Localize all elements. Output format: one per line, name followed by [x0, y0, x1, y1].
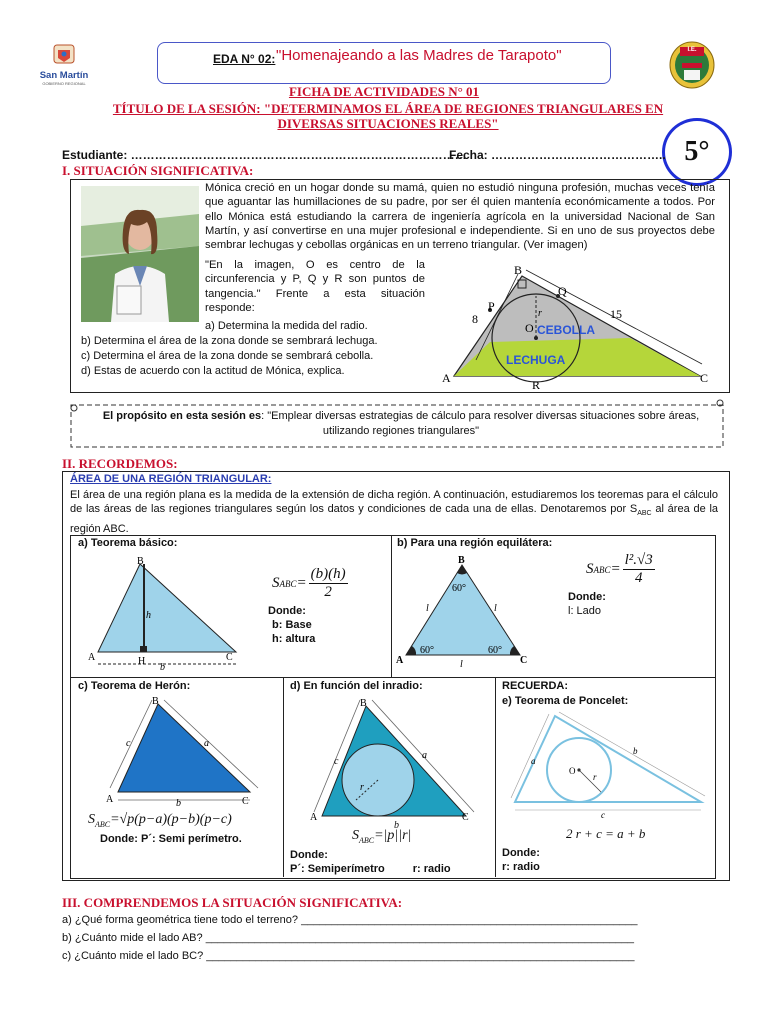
fig-label-o: O	[525, 321, 534, 335]
fig-label-c: C	[700, 371, 709, 385]
theorem-a-formula: S ABC = $\frac{(b)(h)}{2}$	[272, 566, 346, 600]
theorem-d-title: d) En función del inradio:	[290, 680, 423, 692]
theorem-c-figure	[100, 694, 270, 808]
theorem-e-formula: 2 r + c = a + b	[566, 826, 646, 841]
d-side-b-label: b	[394, 820, 399, 831]
situation-paragraph2: "En la imagen, O es centro de la circunferencia y P, Q y R son puntos de tangencia." Frente a esta situación responde:	[205, 259, 425, 314]
e-label-o: O	[569, 766, 576, 776]
area-intro	[70, 488, 718, 536]
b-side-left: l	[426, 603, 429, 614]
regional-shield-icon	[49, 44, 79, 66]
c-label-c: C	[242, 796, 249, 807]
c-label-a: A	[106, 794, 114, 805]
b-label-b: B	[458, 555, 465, 566]
question-b: b) Determina el área de la zona donde se sembrará lechuga.	[81, 335, 378, 347]
session-title	[68, 101, 708, 131]
student-field[interactable]: Estudiante: …………………………………………………………………………	[62, 148, 467, 162]
area-title: ÁREA DE UNA REGIÓN TRIANGULAR:	[70, 473, 272, 485]
b-formula-num: l².√3	[624, 552, 653, 568]
eda-label: EDA N° 02:	[213, 52, 276, 66]
theorem-e-donde	[502, 846, 540, 874]
logo-right-text: I.E.	[687, 47, 697, 53]
c-side-b: b	[176, 798, 181, 808]
area-intro-sub: ABC	[637, 510, 652, 518]
theorem-d-donde	[290, 848, 451, 876]
theorem-a-figure	[88, 556, 248, 672]
b-angle-left: 60°	[420, 645, 434, 656]
grid-divider-b1	[283, 677, 284, 877]
c-label-b: B	[152, 696, 159, 707]
d-donde-p: P´: Semiperímetro	[290, 863, 385, 875]
grade-badge: 5°	[662, 118, 732, 186]
theorem-d-figure	[304, 694, 484, 824]
e-side-b: b	[633, 746, 638, 756]
a-label-c: C	[226, 652, 233, 663]
question-c: c) Determina el área de la zona donde se sembrará cebolla.	[81, 350, 374, 362]
d-donde-r: r: radio	[412, 863, 451, 875]
a-label-h: h	[146, 610, 151, 621]
a-formula-den: 2	[324, 584, 332, 600]
purpose-body: : "Emplear diversas estrategias de cálculo para resolver diversas situaciones sobre áreas, utilizando regiones triangulares"	[261, 410, 700, 437]
grid-divider-b2	[495, 677, 496, 877]
theorem-e-title: e) Teorema de Poncelet:	[502, 695, 629, 707]
fig-label-r-radius: r	[538, 308, 542, 319]
d-donde: Donde:	[290, 849, 328, 861]
fig-label-cebolla: CEBOLLA	[537, 323, 595, 337]
d-label-a: A	[310, 812, 318, 823]
question-d: d) Estas de acuerdo con la actitud de Mónica, explica.	[81, 365, 345, 377]
purpose-label: El propósito en esta sesión es	[102, 410, 262, 422]
section2-title: II. RECORDEMOS:	[62, 456, 178, 471]
area-intro-text: El área de una región plana es la medida de la extensión de dicha región. A continuación, estudiaremos los teoremas para el cálculo de las áreas de las regiones triangulares según los datos y condiciones de cada una de ellas. Denotaremos por S	[70, 489, 718, 516]
theorem-b-formula: S ABC = $\frac{\text{l².√3}}{4}$	[586, 552, 653, 586]
fig-label-p: P	[488, 299, 495, 313]
a-donde: Donde:	[268, 605, 306, 617]
c-side-c: c	[126, 738, 131, 749]
b-donde: Donde:	[568, 591, 606, 603]
e-side-a: a	[531, 756, 536, 766]
session-title-line2: DIVERSAS SITUACIONES REALES"	[277, 116, 499, 131]
question-a: a) Determina la medida del radio.	[205, 320, 368, 332]
fig-label-q: Q	[558, 284, 567, 298]
theorem-e-figure	[505, 710, 710, 820]
comprehension-question-a[interactable]: a) ¿Qué forma geométrica tiene todo el terreno? _______________________________________________________	[62, 914, 638, 926]
a-formula-s: S	[272, 575, 280, 591]
theorem-a-donde	[268, 604, 315, 646]
terrain-figure	[430, 260, 730, 390]
a-formula-sub: ABC	[279, 578, 297, 589]
fig-label-a: A	[442, 371, 451, 385]
b-label-c: C	[520, 655, 528, 666]
ficha-title: FICHA DE ACTIVIDADES N° 01	[288, 84, 480, 99]
d-formula-sub: ABC	[359, 835, 375, 845]
grid-divider-top	[391, 535, 392, 677]
situation-paragraph: Mónica creció en un hogar donde su mamá, quien no estudió ninguna profesión, muchas veces tenía que aguantar las humillaciones de su padre, por ser él quien mantenía económicamente a todos. Por ello Mónica está estudiando la carrera de ingeniería agrícola en la universidad Nacional de San Martín, y así convertirse en una mujer profesional e independiente. Si en uno de sus proyectos debe sembrar lechugas y cebollas orgánicas en un terreno triangular. (Ver imagen)	[205, 182, 715, 252]
fig-label-r: R	[532, 378, 541, 390]
c-formula-rhs: =√p(p−a)(p−b)(p−c)	[110, 812, 232, 827]
d-side-a: a	[422, 750, 427, 761]
b-side-right: l	[494, 603, 497, 614]
eda-title: "Homenajeando a las Madres de Tarapoto"	[276, 47, 562, 64]
a-formula-num: (b)(h)	[310, 566, 346, 582]
e-donde-r: r: radio	[502, 861, 540, 873]
theorem-b-figure	[396, 555, 536, 671]
b-side-bottom: l	[460, 659, 463, 670]
theorem-a-title: a) Teorema básico:	[78, 537, 178, 549]
e-label-r: r	[593, 772, 597, 782]
area-intro-end: al área de la región ABC.	[70, 503, 719, 535]
d-label-b: B	[360, 698, 367, 709]
d-formula-rhs: =|p||r|	[374, 828, 412, 843]
fig-label-side-bc: 15	[610, 307, 622, 321]
theorem-b-donde	[568, 590, 606, 618]
b-formula-den: 4	[634, 570, 643, 586]
d-side-c: c	[334, 756, 339, 767]
section3-title: III. COMPRENDEMOS LA SITUACIÓN SIGNIFICATIVA:	[62, 895, 403, 910]
comprehension-question-b[interactable]: b) ¿Cuánto mide el lado AB? ______________________________________________________________________	[62, 932, 634, 944]
e-donde: Donde:	[502, 847, 540, 859]
b-label-a: A	[396, 655, 404, 666]
theorem-b-title: b) Para una región equilátera:	[397, 537, 553, 549]
a-label-a: A	[88, 652, 96, 663]
date-field[interactable]: Fecha: ……………………………………..	[449, 148, 666, 162]
purpose-text	[86, 409, 716, 439]
c-side-a: a	[204, 738, 209, 749]
theorem-d-formula: $S_{ABC}=|p||r|$	[352, 828, 412, 845]
session-title-line1: TÍTULO DE LA SESIÓN: "DETERMINAMOS EL ÁREA DE REGIONES TRIANGULARES EN	[112, 101, 664, 116]
theorem-e-recuerda: RECUERDA:	[502, 680, 568, 692]
a-donde-b: b: Base	[272, 619, 312, 631]
b-angle-top: 60°	[452, 583, 466, 594]
comprehension-question-c[interactable]: c) ¿Cuánto mide el lado BC? ______________________________________________________________________	[62, 950, 635, 962]
c-formula-sub: ABC	[95, 819, 111, 829]
fig-label-side-ab: 8	[472, 312, 478, 326]
fig-label-b: B	[514, 263, 523, 277]
theorem-c-title: c) Teorema de Herón:	[78, 680, 191, 692]
san-martin-logo	[36, 44, 92, 88]
b-formula-sub: ABC	[593, 564, 611, 575]
logo-left-name: San Martín	[39, 70, 89, 81]
theorem-c-formula: $S_{ABC}=√p(p-a)(p-b)(p-c)$	[88, 812, 232, 829]
b-angle-right: 60°	[488, 645, 502, 656]
a-label-base: b	[160, 662, 165, 672]
d-label-r: r	[360, 782, 364, 793]
logo-left-sub: GOBIERNO REGIONAL	[42, 81, 86, 86]
a-label-h-foot: H	[138, 656, 146, 667]
fig-label-lechuga: LECHUGA	[506, 353, 566, 367]
b-donde-l: l: Lado	[568, 605, 602, 617]
theorem-c-donde: Donde: P´: Semi perímetro.	[100, 833, 242, 845]
e-side-c: c	[601, 810, 605, 820]
monica-photo	[81, 186, 199, 322]
school-logo	[668, 40, 716, 90]
d-label-c: C	[462, 812, 469, 823]
a-label-b: B	[137, 556, 144, 567]
section1-title: I. SITUACIÓN SIGNIFICATIVA:	[62, 163, 254, 178]
a-donde-h: h: altura	[272, 633, 316, 645]
